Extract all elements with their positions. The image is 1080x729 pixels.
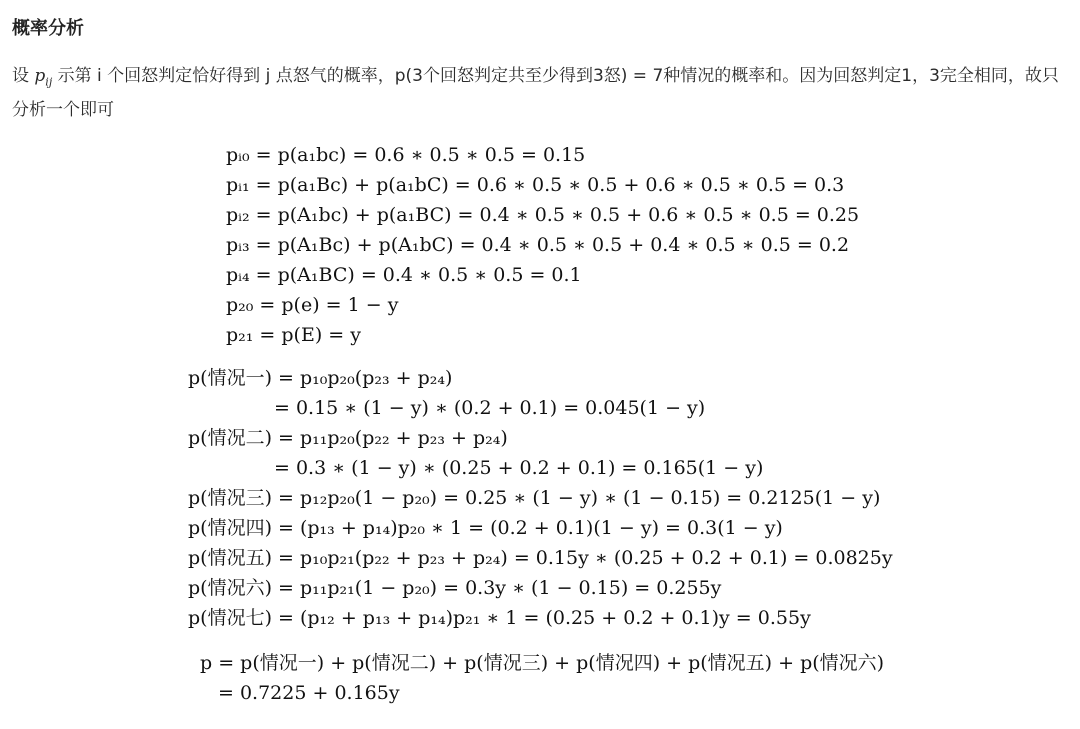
equation-case-6: p(情况六) = p₁₁p₂₁(1 − p₂₀) = 0.3y ∗ (1 − 0.15) = 0.255y — [188, 577, 722, 599]
equation-case-4: p(情况四) = (p₁₃ + p₁₄)p₂₀ ∗ 1 = (0.2 + 0.1)(1 − y) = 0.3(1 − y) — [188, 517, 783, 539]
intro-text-2: 示第 i 个回怒判定恰好得到 j 点怒气的概率，p(3个回怒判定共至少得到3怒) = 7种情况的概率和。因为回怒判定1，3完全相同，故只分析一个即可 — [12, 66, 1059, 121]
equation-case-2: p(情况二) = p₁₁p₂₀(p₂₂ + p₂₃ + p₂₄) — [188, 427, 508, 449]
case-probabilities — [188, 363, 893, 633]
intro-text-1: 设 — [12, 66, 35, 86]
equation-pi3: pᵢ₃ = p(A₁Bc) + p(A₁bC) = 0.4 ∗ 0.5 ∗ 0.5 + 0.4 ∗ 0.5 ∗ 0.5 = 0.2 — [226, 234, 850, 256]
equation-pi4: pᵢ₄ = p(A₁BC) = 0.4 ∗ 0.5 ∗ 0.5 = 0.1 — [226, 264, 582, 286]
equation-case-7: p(情况七) = (p₁₂ + p₁₃ + p₁₄)p₂₁ ∗ 1 = (0.25 + 0.2 + 0.1)y = 0.55y — [188, 607, 811, 629]
equation-case-5: p(情况五) = p₁₀p₂₁(p₂₂ + p₂₃ + p₂₄) = 0.15y ∗ (0.25 + 0.2 + 0.1) = 0.0825y — [188, 547, 893, 569]
equation-pi2: pᵢ₂ = p(A₁bc) + p(a₁BC) = 0.4 ∗ 0.5 ∗ 0.5 + 0.6 ∗ 0.5 ∗ 0.5 = 0.25 — [226, 204, 860, 226]
equation-case-1-continued: = 0.15 ∗ (1 − y) ∗ (0.2 + 0.1) = 0.045(1 − y) — [274, 397, 706, 419]
equation-pi1: pᵢ₁ = p(a₁Bc) + p(a₁bC) = 0.6 ∗ 0.5 ∗ 0.5 + 0.6 ∗ 0.5 ∗ 0.5 = 0.3 — [226, 174, 845, 196]
equation-case-1: p(情况一) = p₁₀p₂₀(p₂₃ + p₂₄) — [188, 367, 453, 389]
equation-pi0: pᵢ₀ = p(a₁bc) = 0.6 ∗ 0.5 ∗ 0.5 = 0.15 — [226, 144, 586, 166]
equation-total-result: = 0.7225 + 0.165y — [218, 682, 400, 704]
equation-case-2-continued: = 0.3 ∗ (1 − y) ∗ (0.25 + 0.2 + 0.1) = 0.165(1 − y) — [274, 457, 764, 479]
pij-symbol: $p_{ij}$ — [34, 66, 53, 89]
equation-case-3: p(情况三) = p₁₂p₂₀(1 − p₂₀) = 0.25 ∗ (1 − y) ∗ (1 − 0.15) = 0.2125(1 − y) — [188, 487, 881, 509]
equation-p20: p₂₀ = p(e) = 1 − y — [226, 294, 399, 316]
equation-total: p = p(情况一) + p(情况二) + p(情况三) + p(情况四) + p(情况五) + p(情况六) — [200, 652, 885, 674]
section-heading: 概率分析 — [12, 18, 84, 39]
equation-p21: p₂₁ = p(E) = y — [226, 324, 361, 346]
intro-paragraph — [12, 62, 1070, 125]
total-probability — [200, 648, 884, 708]
probability-definitions — [226, 140, 859, 350]
